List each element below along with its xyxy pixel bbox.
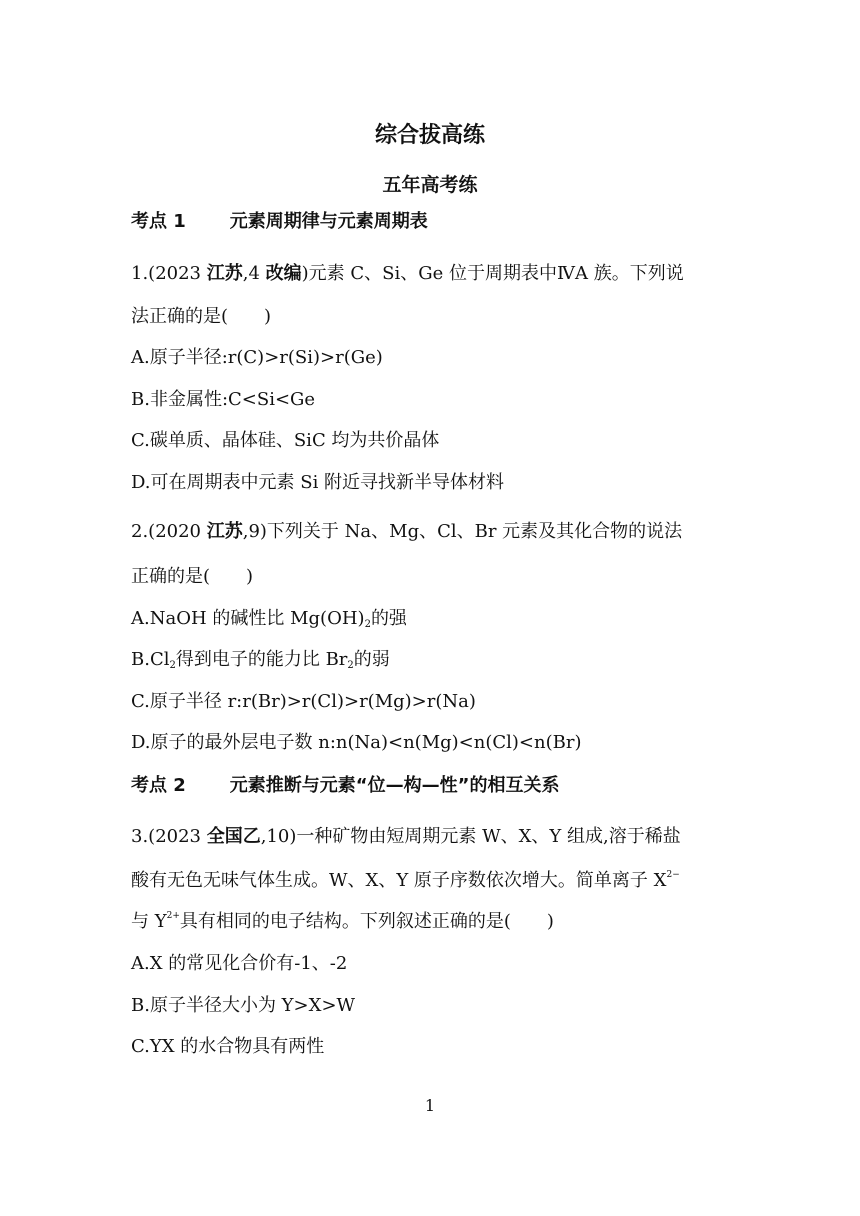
- question-3-stem-line-3: 与 $Y^{2+}$具有相同的电子结构。下列叙述正确的是( ): [131, 911, 554, 932]
- question-3-option-b: B.原子半径大小为 Y>X>W: [131, 995, 356, 1016]
- section-heading-2: [131, 774, 559, 798]
- question-2-option-b: $B.Cl_2$得到电子的能力比 $Br_2$的弱: [131, 649, 390, 671]
- question-3-option-c: C.YX 的水合物具有两性: [131, 1036, 325, 1057]
- question-3-stem-line-2: 酸有无色无味气体生成。W、X、Y 原子序数依次增大。简单离子 $X^{2-}$: [131, 870, 680, 891]
- question-3-stem-line-1: 3.(2023 全国乙,10)一种矿物由短周期元素 W、X、Y 组成,溶于稀盐: [131, 826, 681, 847]
- question-1-option-d: D.可在周期表中元素 Si 附近寻找新半导体材料: [131, 472, 505, 493]
- section-heading-1: [131, 210, 428, 234]
- question-2-option-c: C.原子半径 r:r(Br)>r(Cl)>r(Mg)>r(Na): [131, 691, 476, 712]
- section-name: 元素推断与元素“位—构—性”的相互关系: [229, 775, 560, 796]
- question-2-option-a: A.NaOH 的碱性比 $Mg(OH)_2$的强: [131, 608, 407, 630]
- source-tag: 全国乙: [206, 826, 261, 847]
- question-2-stem-line-1: 2.(2020 江苏,9)下列关于 Na、Mg、Cl、Br 元素及其化合物的说法: [131, 521, 683, 542]
- question-3-option-a: A.X 的常见化合价有-1、-2: [131, 953, 348, 974]
- section-label: 考点 2: [131, 775, 186, 796]
- question-2-stem-line-2: 正确的是( ): [131, 566, 254, 587]
- question-1-stem-line-2: 法正确的是( ): [131, 306, 272, 327]
- source-tag: 改编: [265, 263, 302, 284]
- section-name: 元素周期律与元素周期表: [229, 211, 428, 232]
- section-label: 考点 1: [131, 211, 186, 232]
- question-1-stem-line-1: 1.(2023 江苏,4 改编)元素 C、Si、Ge 位于周期表中ⅣA 族。下列说: [131, 263, 684, 284]
- page-title: 综合拔高练: [374, 123, 485, 148]
- question-2-option-d: D.原子的最外层电子数 n:n(Na)<n(Mg)<n(Cl)<n(Br): [131, 732, 582, 753]
- page-number: 1: [424, 1096, 436, 1115]
- page-subtitle: 五年高考练: [382, 174, 478, 196]
- question-1-option-b: B.非金属性:C<Si<Ge: [131, 389, 316, 410]
- question-1-option-c: C.碳单质、晶体硅、SiC 均为共价晶体: [131, 430, 440, 451]
- source-tag: 江苏: [206, 263, 243, 284]
- question-1-option-a: A.原子半径:r(C)>r(Si)>r(Ge): [131, 347, 383, 368]
- source-tag: 江苏: [206, 521, 243, 542]
